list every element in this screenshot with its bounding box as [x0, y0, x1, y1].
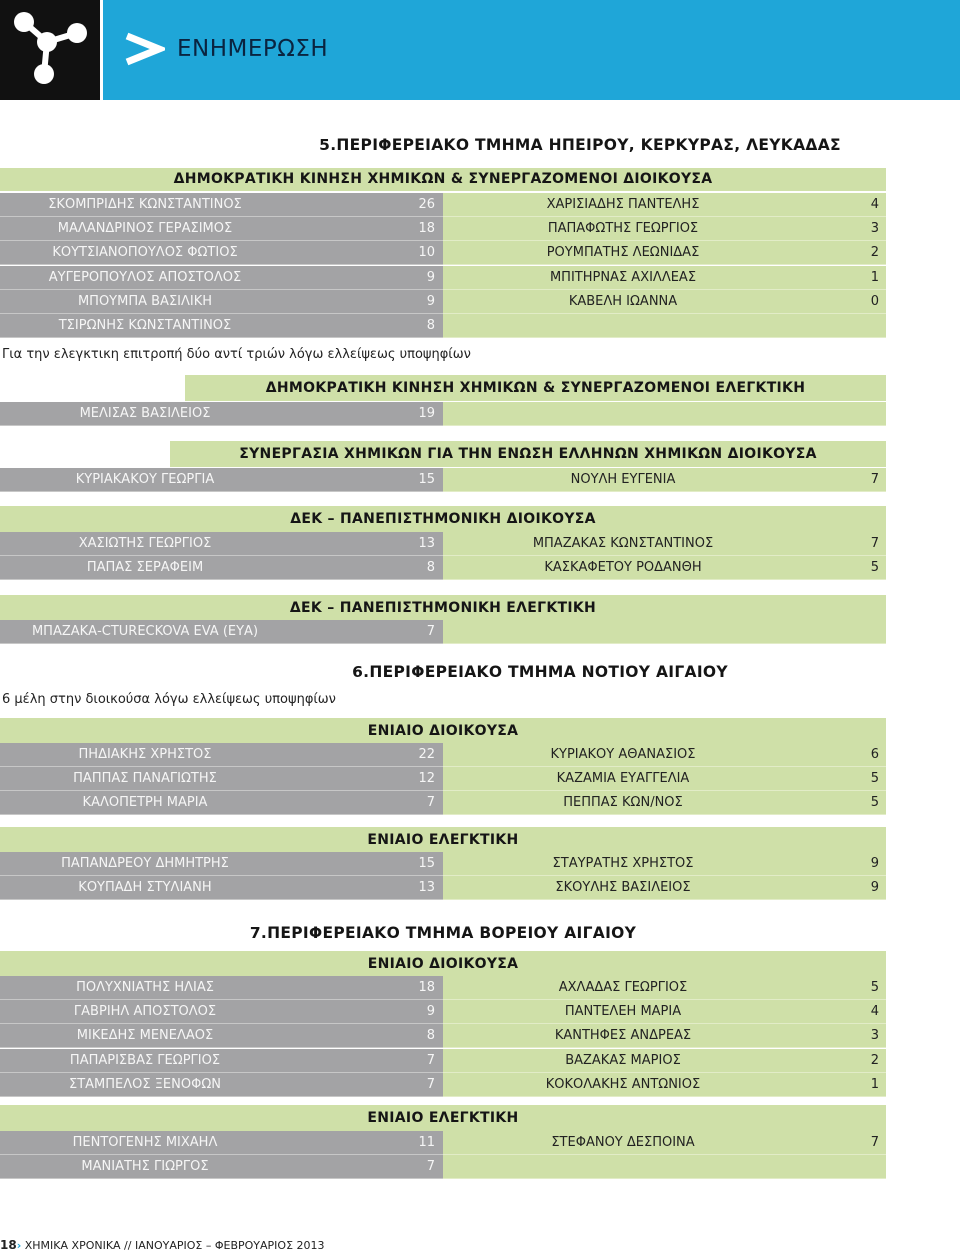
candidate-name: ΒΑΖΑΚΑΣ ΜΑΡΙΟΣ — [565, 1052, 681, 1068]
vote-count: 7 — [870, 1135, 879, 1150]
candidate-name: ΠΕΝΤΟΓΕΝΗΣ ΜΙΧΑΗΛ — [72, 1135, 218, 1150]
table-row — [0, 193, 886, 217]
left-candidate-cell — [0, 532, 443, 556]
vote-count: 8 — [426, 560, 435, 576]
vote-count: 26 — [418, 197, 435, 212]
right-candidate-cell — [443, 217, 886, 241]
footer-arrow-icon: › — [16, 1239, 22, 1252]
table-row — [0, 532, 886, 556]
right-candidate-cell — [443, 620, 886, 644]
note: 6 μέλη στην διοικούσα λόγω ελλείψεως υποψηφίων — [2, 692, 336, 707]
right-candidate-cell — [443, 193, 886, 217]
candidate-name: ΑΥΓΕΡΟΠΟΥΛΟΣ ΑΠΟΣΤΟΛΟΣ — [48, 269, 242, 285]
table-row — [0, 556, 886, 580]
left-candidate-cell — [0, 620, 443, 644]
candidate-name: ΜΑΝΙΑΤΗΣ ΓΙΩΡΓΟΣ — [81, 1159, 209, 1175]
left-candidate-cell — [0, 1049, 443, 1073]
candidate-name: ΚΑΒΕΛΗ ΙΩΑΝΝΑ — [568, 293, 678, 309]
left-candidate-cell — [0, 876, 443, 900]
right-candidate-cell — [443, 468, 886, 492]
candidate-name: ΠΑΝΤΕΛΕΗ ΜΑΡΙΑ — [564, 1004, 682, 1020]
right-candidate-cell — [443, 241, 886, 265]
candidate-name: ΤΣΙΡΩΝΗΣ ΚΩΝΣΤΑΝΤΙΝΟΣ — [58, 318, 232, 333]
right-candidate-cell — [443, 1024, 886, 1048]
publication-line: ΧΗΜΙΚΑ ΧΡΟΝΙΚΑ // ΙΑΝΟΥΑΡΙΟΣ – ΦΕΒΡΟΥΑΡΙΟΣ 2013 — [24, 1239, 325, 1252]
vote-count: 3 — [870, 1028, 879, 1044]
group-title: ΕΝΙΑΙΟ ΕΛΕΓΚΤΙΚΗ — [0, 1105, 886, 1131]
left-candidate-cell — [0, 767, 443, 791]
left-candidate-cell — [0, 1000, 443, 1024]
candidate-name: ΠΑΠΠΑΣ ΠΑΝΑΓΙΩΤΗΣ — [73, 771, 217, 787]
candidate-name: ΚΑΝΤΗΦΕΣ ΑΝΔΡΕΑΣ — [554, 1028, 692, 1044]
right-candidate-cell — [443, 314, 886, 338]
candidate-name: ΚΥΡΙΑΚΑΚΟΥ ΓΕΩΡΓΙΑ — [75, 472, 215, 487]
right-candidate-cell — [443, 1000, 886, 1024]
vote-count: 2 — [870, 1052, 879, 1068]
candidate-name: ΓΑΒΡΙΗΛ ΑΠΟΣΤΟΛΟΣ — [73, 1004, 217, 1020]
table-row — [0, 791, 886, 815]
vote-count: 1 — [870, 1076, 879, 1092]
group-title: ΔΕΚ – ΠΑΝΕΠΙΣΤΗΜΟΝΙΚΗ ΕΛΕΓΚΤΙΚΗ — [0, 595, 886, 621]
left-candidate-cell — [0, 976, 443, 1000]
candidate-name: ΣΚΟΥΛΗΣ ΒΑΣΙΛΕΙΟΣ — [555, 880, 691, 896]
table-row — [0, 1155, 886, 1179]
left-candidate-cell — [0, 743, 443, 767]
candidate-name: ΠΑΠΑΡΙΣΒΑΣ ΓΕΩΡΓΙΟΣ — [69, 1052, 221, 1068]
vote-count: 15 — [418, 472, 435, 487]
table-row — [0, 1073, 886, 1097]
table-row — [0, 314, 886, 338]
candidate-name: ΣΚΟΜΠΡΙΔΗΣ ΚΩΝΣΤΑΝΤΙΝΟΣ — [48, 197, 242, 212]
right-candidate-cell — [443, 266, 886, 290]
table-row — [0, 1049, 886, 1073]
molecule-logo — [0, 0, 100, 100]
left-candidate-cell — [0, 290, 443, 314]
left-candidate-cell — [0, 468, 443, 492]
candidate-name: ΠΑΠΑΝΔΡΕΟΥ ΔΗΜΗΤΡΗΣ — [61, 856, 229, 871]
vote-count: 5 — [870, 771, 879, 787]
vote-count: 9 — [870, 880, 879, 896]
right-candidate-cell — [443, 976, 886, 1000]
vote-count: 13 — [418, 536, 435, 551]
candidate-name: ΣΤΑΥΡΑΤΗΣ ΧΡΗΣΤΟΣ — [552, 856, 694, 871]
candidate-name: ΑΧΛΑΔΑΣ ΓΕΩΡΓΙΟΣ — [558, 980, 688, 995]
vote-count: 4 — [870, 197, 879, 212]
vote-count: 9 — [426, 1004, 435, 1020]
molecule-icon — [0, 0, 100, 100]
left-candidate-cell — [0, 791, 443, 815]
candidate-name: ΧΑΡΙΣΙΑΔΗΣ ΠΑΝΤΕΛΗΣ — [546, 197, 700, 212]
group-title: ΔΗΜΟΚΡΑΤΙΚΗ ΚΙΝΗΣΗ ΧΗΜΙΚΩΝ & ΣΥΝΕΡΓΑΖΟΜΕΝΟΙ ΕΛΕΓΚΤΙΚΗ — [185, 375, 886, 401]
vote-count: 7 — [426, 1159, 435, 1175]
left-candidate-cell — [0, 241, 443, 265]
left-candidate-cell — [0, 1155, 443, 1179]
candidate-name: ΧΑΣΙΩΤΗΣ ΓΕΩΡΓΙΟΣ — [78, 536, 212, 551]
candidate-name: ΜΠΑΖΑΚΑΣ ΚΩΝΣΤΑΝΤΙΝΟΣ — [532, 536, 714, 551]
vote-count: 5 — [870, 795, 879, 811]
left-candidate-cell — [0, 193, 443, 217]
vote-count: 7 — [426, 624, 435, 639]
candidate-name: ΡΟΥΜΠΑΤΗΣ ΛΕΩΝΙΔΑΣ — [546, 245, 700, 261]
vote-count: 12 — [418, 771, 435, 787]
vote-count: 7 — [870, 472, 879, 487]
vote-count: 11 — [418, 1135, 435, 1150]
table-row — [0, 217, 886, 241]
note: Για την ελεγκτικη επιτροπή δύο αντί τριών λόγω ελλείψεως υποψηφίων — [2, 347, 471, 362]
candidate-name: ΚΥΡΙΑΚΟΥ ΑΘΑΝΑΣΙΟΣ — [550, 747, 696, 762]
candidate-name: ΠΑΠΑΣ ΣΕΡΑΦΕΙΜ — [86, 560, 204, 576]
vote-count: 0 — [870, 293, 879, 309]
right-candidate-cell — [443, 1073, 886, 1097]
table-row — [0, 290, 886, 314]
candidate-name: ΠΟΛΥΧΝΙΑΤΗΣ ΗΛΙΑΣ — [76, 980, 214, 995]
vote-count: 9 — [870, 856, 879, 871]
vote-count: 13 — [418, 880, 435, 896]
vote-count: 4 — [870, 1004, 879, 1020]
candidate-name: ΜΕΛΙΣΑΣ ΒΑΣΙΛΕΙΟΣ — [79, 406, 211, 421]
table-row — [0, 743, 886, 767]
right-candidate-cell — [443, 743, 886, 767]
vote-count: 10 — [418, 245, 435, 261]
table-row — [0, 976, 886, 1000]
vote-count: 5 — [870, 980, 879, 995]
right-candidate-cell — [443, 876, 886, 900]
page-header — [0, 0, 960, 100]
vote-count: 8 — [426, 1028, 435, 1044]
vote-count: 15 — [418, 856, 435, 871]
right-candidate-cell — [443, 852, 886, 876]
page-title: ΕΝΗΜΕΡΩΣΗ — [177, 36, 329, 62]
table-row — [0, 1131, 886, 1155]
vote-count: 7 — [426, 1052, 435, 1068]
candidate-name: ΣΤΕΦΑΝΟΥ ΔΕΣΠΟΙΝΑ — [551, 1135, 695, 1150]
candidate-name: ΚΟΥΠΑΔΗ ΣΤΥΛΙΑΝΗ — [78, 880, 212, 896]
table-row — [0, 767, 886, 791]
candidate-name: ΜΙΚΕΔΗΣ ΜΕΝΕΛΑΟΣ — [76, 1028, 214, 1044]
candidate-name: ΚΟΥΤΣΙΑΝΟΠΟΥΛΟΣ ΦΩΤΙΟΣ — [52, 245, 238, 261]
section-title: 7.ΠΕΡΙΦΕΡΕΙΑΚΟ ΤΜΗΜΑ ΒΟΡΕΙΟΥ ΑΙΓΑΙΟΥ — [249, 924, 637, 942]
page-footer — [0, 1238, 325, 1252]
right-candidate-cell — [443, 1131, 886, 1155]
group-title: ΣΥΝΕΡΓΑΣΙΑ ΧΗΜΙΚΩΝ ΓΙΑ ΤΗΝ ΕΝΩΣΗ ΕΛΛΗΝΩΝ ΧΗΜΙΚΩΝ ΔΙΟΙΚΟΥΣΑ — [170, 441, 886, 467]
group-title: ΔΕΚ – ΠΑΝΕΠΙΣΤΗΜΟΝΙΚΗ ΔΙΟΙΚΟΥΣΑ — [0, 506, 886, 532]
group-title: ΕΝΙΑΙΟ ΔΙΟΙΚΟΥΣΑ — [0, 951, 886, 977]
left-candidate-cell — [0, 1024, 443, 1048]
candidate-name: ΠΕΠΠΑΣ ΚΩΝ/ΝΟΣ — [563, 795, 683, 811]
right-candidate-cell — [443, 791, 886, 815]
table-row — [0, 241, 886, 265]
vote-count: 18 — [418, 980, 435, 995]
vote-count: 8 — [426, 318, 435, 333]
left-candidate-cell — [0, 402, 443, 426]
group-title: ΕΝΙΑΙΟ ΔΙΟΙΚΟΥΣΑ — [0, 718, 886, 744]
right-candidate-cell — [443, 556, 886, 580]
vote-count: 6 — [870, 747, 879, 762]
right-candidate-cell — [443, 532, 886, 556]
table-row — [0, 1024, 886, 1048]
chevron-right-icon — [123, 32, 165, 66]
left-candidate-cell — [0, 266, 443, 290]
vote-count: 7 — [426, 795, 435, 811]
vote-count: 2 — [870, 245, 879, 261]
table-row — [0, 852, 886, 876]
table-row — [0, 468, 886, 492]
candidate-name: ΠΗΔΙΑΚΗΣ ΧΡΗΣΤΟΣ — [78, 747, 212, 762]
candidate-name: ΚΟΚΟΛΑΚΗΣ ΑΝΤΩΝΙΟΣ — [545, 1076, 701, 1092]
vote-count: 9 — [426, 293, 435, 309]
candidate-name: ΜΠΙΤΗΡΝΑΣ ΑΧΙΛΛΕΑΣ — [549, 269, 697, 285]
right-candidate-cell — [443, 402, 886, 426]
vote-count: 1 — [870, 269, 879, 285]
right-candidate-cell — [443, 1049, 886, 1073]
candidate-name: ΜΠΟΥΜΠΑ ΒΑΣΙΛΙΚΗ — [77, 293, 213, 309]
left-candidate-cell — [0, 1131, 443, 1155]
candidate-name: ΚΑΛΟΠΕΤΡΗ ΜΑΡΙΑ — [82, 795, 208, 811]
right-candidate-cell — [443, 767, 886, 791]
candidate-name: ΜΑΛΑΝΔΡΙΝΟΣ ΓΕΡΑΣΙΜΟΣ — [57, 221, 233, 237]
candidate-name: ΜΠΑΖΑΚΑ-CTURECKOVA EVA (ΕΥΑ) — [31, 624, 259, 639]
table-row — [0, 1000, 886, 1024]
vote-count: 22 — [418, 747, 435, 762]
vote-count: 19 — [418, 406, 435, 421]
vote-count: 9 — [426, 269, 435, 285]
table-row — [0, 402, 886, 426]
header-bar — [103, 0, 960, 100]
table-row — [0, 876, 886, 900]
left-candidate-cell — [0, 556, 443, 580]
candidate-name: ΚΑΖΑΜΙΑ ΕΥΑΓΓΕΛΙΑ — [556, 771, 690, 787]
vote-count: 3 — [870, 221, 879, 237]
left-candidate-cell — [0, 852, 443, 876]
vote-count: 7 — [870, 536, 879, 551]
table-row — [0, 266, 886, 290]
candidate-name: ΣΤΑΜΠΕΛΟΣ ΞΕΝΟΦΩΝ — [68, 1076, 221, 1092]
vote-count: 18 — [418, 221, 435, 237]
candidate-name: ΠΑΠΑΦΩΤΗΣ ΓΕΩΡΓΙΟΣ — [547, 221, 699, 237]
left-candidate-cell — [0, 314, 443, 338]
section-title: 5.ΠΕΡΙΦΕΡΕΙΑΚΟ ΤΜΗΜΑ ΗΠΕΙΡΟΥ, ΚΕΡΚΥΡΑΣ, ΛΕΥΚΑΔΑΣ — [319, 136, 841, 154]
left-candidate-cell — [0, 1073, 443, 1097]
candidate-name: ΝΟΥΛΗ ΕΥΓΕΝΙΑ — [570, 472, 676, 487]
left-candidate-cell — [0, 217, 443, 241]
right-candidate-cell — [443, 1155, 886, 1179]
table-row — [0, 620, 886, 644]
vote-count: 7 — [426, 1076, 435, 1092]
vote-count: 5 — [870, 560, 879, 576]
group-title: ΔΗΜΟΚΡΑΤΙΚΗ ΚΙΝΗΣΗ ΧΗΜΙΚΩΝ & ΣΥΝΕΡΓΑΖΟΜΕΝΟΙ ΔΙΟΙΚΟΥΣΑ — [0, 168, 886, 191]
page-number: 18 — [0, 1238, 17, 1252]
section-title: 6.ΠΕΡΙΦΕΡΕΙΑΚΟ ΤΜΗΜΑ ΝΟΤΙΟΥ ΑΙΓΑΙΟΥ — [352, 663, 728, 681]
right-candidate-cell — [443, 290, 886, 314]
group-title: ΕΝΙΑΙΟ ΕΛΕΓΚΤΙΚΗ — [0, 827, 886, 853]
candidate-name: ΚΑΣΚΑΦΕΤΟΥ ΡΟΔΑΝΘΗ — [544, 560, 702, 576]
